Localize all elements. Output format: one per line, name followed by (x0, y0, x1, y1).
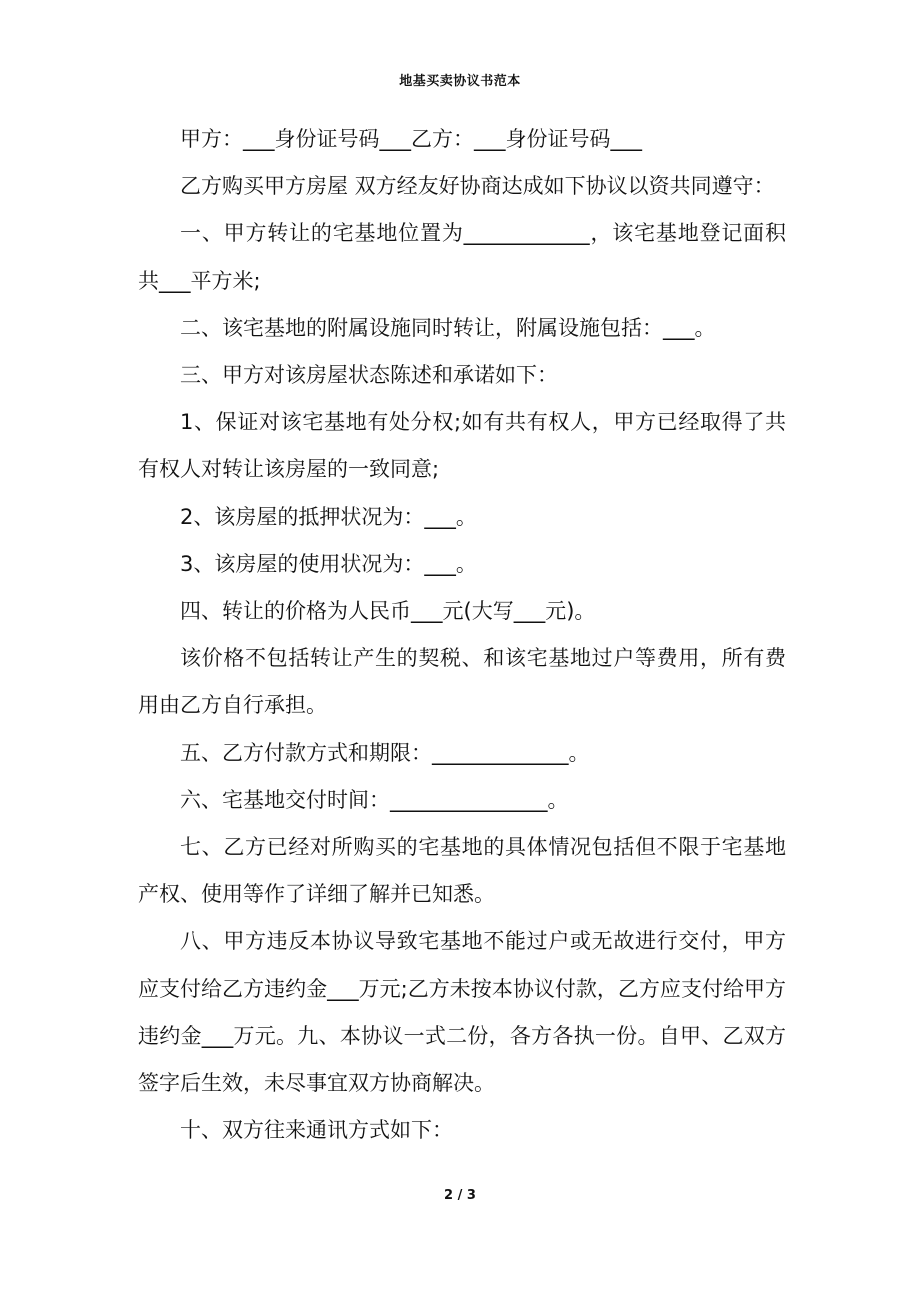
clause-4-price: 四、转让的价格为人民币___元(大写___元)。 (180, 599, 596, 624)
clause-10-contact: 十、双方往来通讯方式如下： (180, 1118, 453, 1143)
page-header-title: 地基买卖协议书范本 (399, 74, 521, 89)
clause-1-location: 一、甲方转让的宅基地位置为____________，该宅基地登记面积共___平方米; (138, 221, 786, 293)
clause-3-item-1: 1、保证对该宅基地有处分权;如有共有权人，甲方已经取得了共有权人对转让该房屋的一致同意; (138, 410, 786, 482)
clause-8-9-breach-and-copies: 八、甲方违反本协议导致宅基地不能过户或无故进行交付，甲方应支付给乙方违约金___万元;乙方未按本协议付款，乙方应支付给甲方违约金___万元。九、本协议一式二份，各方各执一份。自甲、乙双方签字后生效，未尽事宜双方协商解决。 (138, 929, 786, 1096)
party-info-line: 甲方：___身份证号码___乙方：___身份证号码___ (180, 127, 642, 151)
clause-7-acknowledgement: 七、乙方已经对所购买的宅基地的具体情况包括但不限于宅基地产权、使用等作了详细了解并已知悉。 (138, 835, 786, 907)
clause-4-fees: 该价格不包括转让产生的契税、和该宅基地过户等费用，所有费用由乙方自行承担。 (138, 646, 786, 718)
clause-3-item-2: 2、该房屋的抵押状况为：___。 (180, 504, 477, 529)
document-body (138, 116, 786, 1154)
clause-3-heading: 三、甲方对该房屋状态陈述和承诺如下： (180, 363, 558, 388)
clause-3-item-3: 3、该房屋的使用状况为：___。 (180, 551, 477, 576)
clause-6-delivery: 六、宅基地交付时间：_______________。 (180, 787, 569, 812)
page-number: 2 / 3 (444, 1188, 476, 1203)
clause-2-facilities: 二、该宅基地的附属设施同时转让，附属设施包括：___。 (180, 315, 716, 340)
agreement-intro: 乙方购买甲方房屋 双方经友好协商达成如下协议以资共同遵守： (180, 174, 775, 199)
clause-5-payment: 五、乙方付款方式和期限：_____________。 (180, 740, 590, 765)
